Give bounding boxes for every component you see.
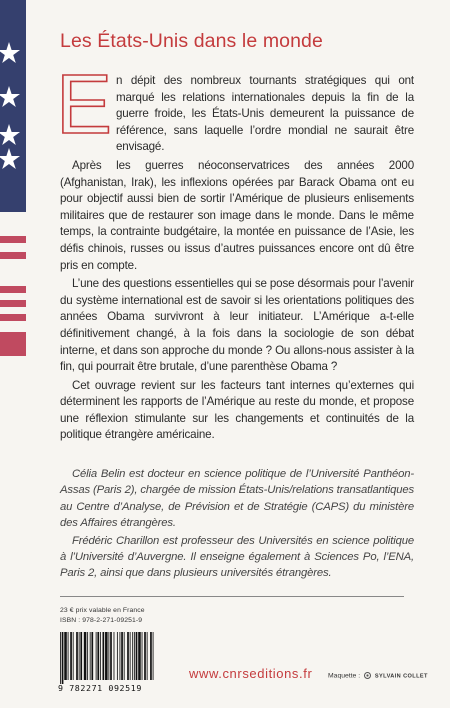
designer-logo-icon <box>364 672 371 679</box>
design-credit <box>328 672 428 679</box>
author-bio: Célia Belin est docteur en science politique de l’Université Panthéon-Assas (Paris 2), chargée de mission États-Unis/relations transatlantiques au Centre d’Analyse, de Prévision et de Stratégie (CAPS) du ministère des Affaires étrangères. <box>60 468 414 530</box>
barcode-bar <box>127 632 129 680</box>
barcode-bar <box>64 632 67 680</box>
barcode-bar <box>142 632 143 680</box>
barcode-bar <box>96 632 97 680</box>
publisher-website[interactable]: www.cnrseditions.fr <box>189 666 313 681</box>
flag-stripe <box>0 300 26 307</box>
barcode-bar <box>91 632 93 680</box>
barcode-bar <box>124 632 125 680</box>
barcode-bar <box>100 632 101 680</box>
barcode-bar <box>130 632 131 680</box>
barcode-bar <box>114 632 115 680</box>
designer-name: SYLVAIN COLLET <box>374 673 428 680</box>
barcode-bar <box>108 632 109 680</box>
barcode-bar <box>73 632 74 680</box>
book-title: Les États-Unis dans le monde <box>60 30 323 52</box>
flag-stripe <box>0 252 26 259</box>
barcode-bar <box>87 632 88 680</box>
divider <box>60 596 404 597</box>
barcode-bar <box>132 632 133 680</box>
isbn-label: ISBN : 978-2-271-09251-9 <box>60 617 143 624</box>
barcode-bar <box>110 632 112 680</box>
dropcap-letter <box>56 71 112 139</box>
barcode-bar <box>70 632 72 680</box>
barcode-bar <box>144 632 146 680</box>
credit-label: Maquette : <box>328 672 361 680</box>
flag-stripe <box>0 286 26 293</box>
barcode-number: 9 782271 092519 <box>58 683 142 693</box>
barcode-bar <box>76 632 78 680</box>
flag-stripes <box>0 236 26 356</box>
barcode-bar <box>134 632 135 680</box>
flag-stripe <box>0 236 26 243</box>
barcode-bar <box>138 632 141 680</box>
barcode-bar <box>84 632 87 680</box>
barcode-bar <box>150 632 152 680</box>
barcode-bar <box>97 632 99 680</box>
barcode-icon <box>58 632 156 684</box>
barcode-bar <box>103 632 105 680</box>
barcode-bar <box>90 632 91 680</box>
barcode-bar <box>136 632 138 680</box>
barcode-bar <box>68 632 69 680</box>
barcode-bar <box>62 632 64 684</box>
blurb-paragraph: Après les guerres néoconservatrices des années 2000 (Afghanistan, Irak), les inflexions opérées par Barack Obama ont eu pour objectif aussi bien de sortir l’Amérique de plusieurs enlisements militaires que de restaurer son image dans le monde. Dans le même temps, la contrainte budgétaire, la montée en puissance de l’Asie, les défis chinois, russes ou issus d’autres puissances encore ont dû être pris en compte. <box>60 158 414 272</box>
barcode-bar <box>147 632 148 680</box>
barcode-bar <box>153 632 154 680</box>
blurb-paragraph: n dépit des nombreux tournants stratégiques qui ont marqué les relations internationales depuis la fin de la guerre froide, les États-Unis demeurent la puissance de référence, sans laquelle l’ordre mondial ne saurait être envisagé. <box>116 74 414 154</box>
svg-text:E: E <box>56 71 112 139</box>
author-bios <box>60 466 414 583</box>
barcode-bar <box>120 632 121 680</box>
barcode-bar <box>79 632 80 680</box>
blurb-paragraph: Cet ouvrage revient sur les facteurs tant internes qu’externes qui déterminent les rapports de l’Amérique au reste du monde, et propose une réflexion stimulante sur les changements et continuités de la politique étrangère américaine. <box>60 378 414 442</box>
barcode-bar <box>117 632 118 680</box>
flag-stripe <box>0 314 26 321</box>
barcode-bar <box>80 632 82 680</box>
barcode-bar <box>105 632 108 680</box>
barcode-bar <box>121 632 123 680</box>
flag-blue-field <box>0 0 26 212</box>
blurb-paragraph: L’une des questions essentielles qui se pose désormais pour l’avenir du système international est de savoir si les orientations politiques des années Obama survivront à leur initiateur. L’Amérique a-t-elle définitivement changé, à la fois dans la sociologie de son débat interne, et dans son approche du monde ? Ou allons-nous assister à la fin, qui pourrait être brutale, d’une parenthèse Obama ? <box>60 277 414 374</box>
author-bio: Frédéric Charillon est professeur des Universités en science politique à l’Université d’Auvergne. Il enseigne également à Sciences Po, l’ENA, Paris 2, ainsi que dans plusieurs universités étrangères. <box>60 534 414 580</box>
flag-stripe <box>0 332 26 356</box>
barcode-bar <box>60 632 61 684</box>
price-label: 23 € prix valable en France <box>60 607 145 614</box>
flag-strip <box>0 0 26 708</box>
blurb <box>56 71 414 446</box>
